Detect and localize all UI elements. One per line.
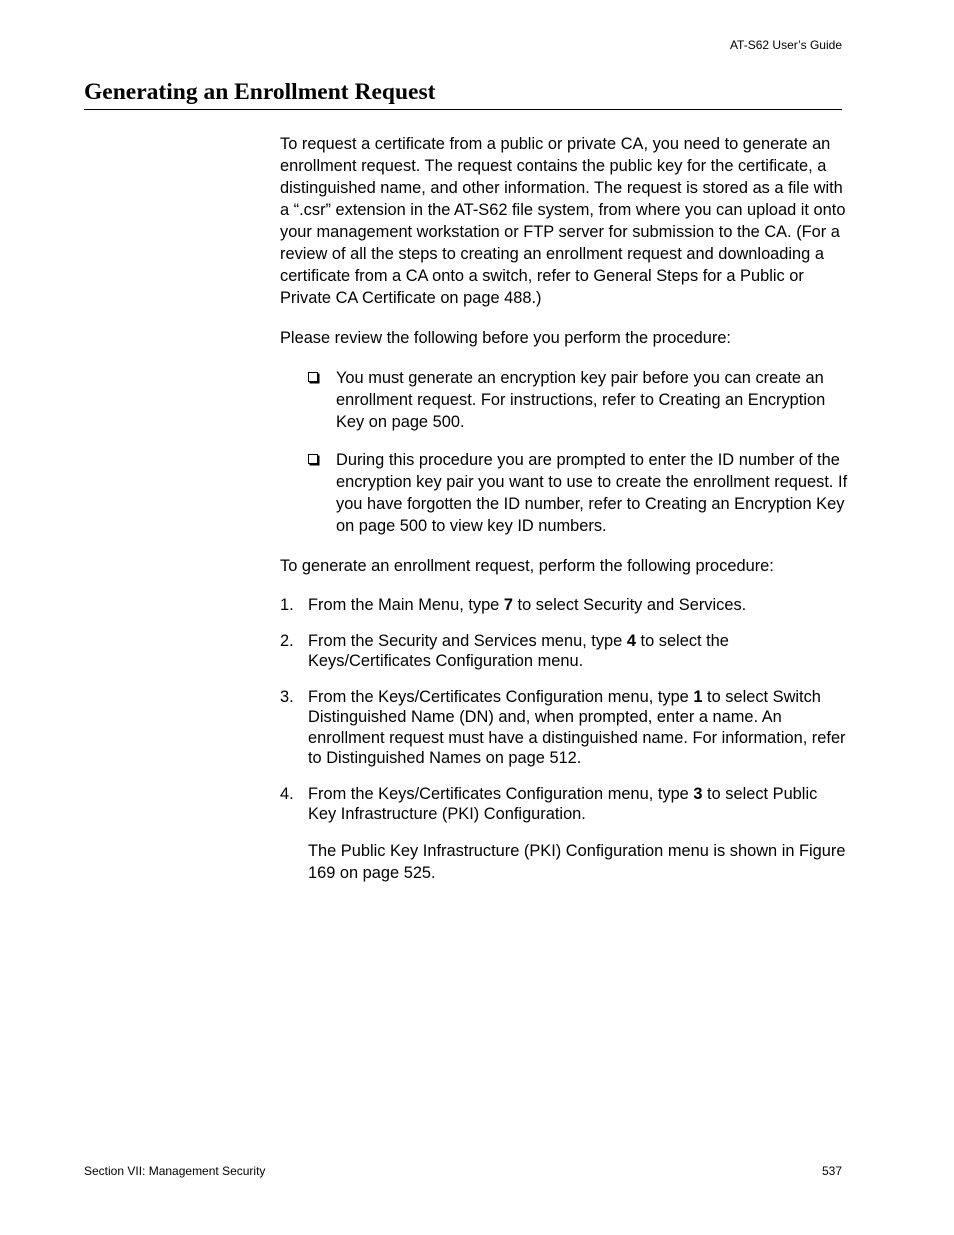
step-number: 1. bbox=[280, 596, 294, 614]
intro-paragraph: To request a certificate from a public or private CA, you need to generate an enrollment request. The request contains the public key for the certificate, a distinguished name, and other information. The request is stored as a file with a “.csr” extension in the AT-S62 file system, from where you can upload it onto your management workstation or FTP server for submission to the CA. (For a review of all the steps to creating an enrollment request and downloading a certificate from a CA onto a switch, refer to General Steps for a Public or Private CA Certificate on page 488.) bbox=[280, 135, 846, 307]
step-item bbox=[280, 631, 850, 672]
running-header: AT-S62 User’s Guide bbox=[729, 38, 842, 52]
procedure-intro: To generate an enrollment request, perform the following procedure: bbox=[280, 557, 774, 575]
step4-note: The Public Key Infrastructure (PKI) Configuration menu is shown in Figure 169 on page 525. bbox=[308, 841, 846, 882]
step-number: 3. bbox=[280, 687, 294, 706]
step-item bbox=[280, 687, 850, 769]
prerequisite-list bbox=[280, 367, 850, 537]
step-number: 4. bbox=[280, 784, 294, 803]
list-item bbox=[280, 367, 850, 433]
step-text-after: to select the Keys/Certificates Configuration menu. bbox=[308, 631, 729, 670]
checkbox-bullet-icon bbox=[308, 454, 318, 464]
step-text-after: to select Security and Services. bbox=[512, 596, 747, 614]
step-text-before: From the Keys/Certificates Configuration menu, type bbox=[308, 687, 694, 706]
step-key: 1 bbox=[693, 687, 703, 706]
step-key: 4 bbox=[626, 631, 636, 650]
page-number: 537 bbox=[821, 1164, 842, 1178]
step-item bbox=[280, 595, 850, 616]
list-item bbox=[280, 449, 850, 537]
procedure-steps bbox=[280, 595, 850, 825]
step-text-after: to select Switch Distinguished Name (DN) and, when prompted, enter a name. An enrollment request must have a distinguished name. For information, refer to Distinguished Names on page 512. bbox=[308, 687, 846, 767]
body-column bbox=[280, 133, 850, 884]
step-key: 7 bbox=[503, 596, 513, 614]
checkbox-bullet-icon bbox=[308, 372, 318, 382]
step-number: 2. bbox=[280, 631, 294, 650]
footer-section: Section VII: Management Security bbox=[84, 1164, 266, 1178]
step-text-after: to select Public Key Infrastructure (PKI) Configuration. bbox=[308, 784, 818, 823]
bullet-text: You must generate an encryption key pair before you can create an enrollment request. For instructions, refer to Creating an Encryption Key on page 500. bbox=[336, 369, 826, 431]
section-title: Generating an Enrollment Request bbox=[84, 76, 842, 110]
step-text-before: From the Security and Services menu, type bbox=[308, 631, 627, 650]
step-text-before: From the Keys/Certificates Configuration menu, type bbox=[308, 784, 694, 803]
step-key: 3 bbox=[693, 784, 703, 803]
review-paragraph: Please review the following before you perform the procedure: bbox=[280, 329, 731, 347]
step-item bbox=[280, 784, 850, 825]
bullet-text: During this procedure you are prompted to enter the ID number of the encryption key pair you want to use to create the enrollment request. If you have forgotten the ID number, refer to Creating an Encryption Key on page 500 to view key ID numbers. bbox=[336, 451, 848, 535]
step-text-before: From the Main Menu, type bbox=[308, 596, 504, 614]
